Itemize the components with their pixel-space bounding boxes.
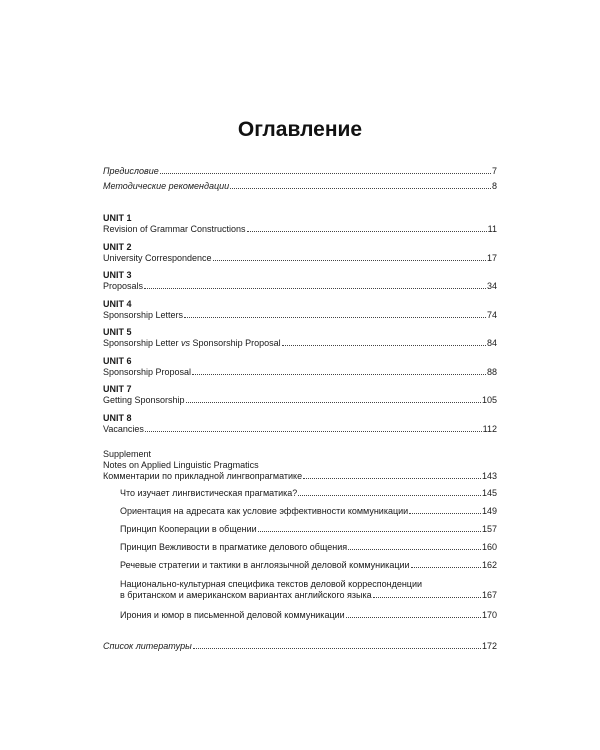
toc-entry-unit-4[interactable] bbox=[103, 310, 497, 321]
leader-dots bbox=[160, 172, 491, 174]
entry-page: 17 bbox=[486, 253, 497, 263]
entry-page: 167 bbox=[481, 590, 497, 600]
leader-dots bbox=[282, 344, 486, 346]
entry-title bbox=[103, 338, 281, 349]
entry-page: 84 bbox=[486, 338, 497, 348]
leader-dots bbox=[213, 259, 486, 261]
toc-subentry[interactable] bbox=[120, 506, 497, 517]
unit-heading: UNIT 6 bbox=[103, 356, 132, 366]
leader-dots bbox=[409, 512, 481, 514]
toc-subentry[interactable] bbox=[120, 560, 497, 571]
unit-heading: UNIT 3 bbox=[103, 270, 132, 280]
toc-subentry[interactable] bbox=[120, 610, 497, 621]
entry-page: 157 bbox=[481, 524, 497, 534]
entry-title: Sponsorship Letters bbox=[103, 310, 184, 320]
entry-title-line: Национально-культурная специфика текстов деловой корреспонденции bbox=[120, 579, 423, 589]
entry-title-row bbox=[120, 590, 497, 601]
entry-title: Предисловие bbox=[103, 166, 159, 176]
leader-dots bbox=[184, 316, 486, 318]
toc-entry-guidelines[interactable] bbox=[103, 181, 497, 192]
entry-title: Ирония и юмор в письменной деловой коммуникации bbox=[120, 610, 345, 620]
toc-subentry[interactable] bbox=[120, 542, 497, 553]
leader-dots bbox=[145, 430, 482, 432]
entry-page: 105 bbox=[481, 395, 497, 405]
entry-title: Методические рекомендации bbox=[103, 181, 230, 191]
entry-title: Getting Sponsorship bbox=[103, 395, 185, 405]
leader-dots bbox=[346, 616, 481, 618]
entry-title-part: Sponsorship Letter bbox=[103, 338, 182, 348]
toc-entry-unit-2[interactable] bbox=[103, 253, 497, 264]
entry-title: Комментарии по прикладной лингвопрагматике bbox=[103, 471, 303, 481]
toc-entry-unit-8[interactable] bbox=[103, 424, 497, 435]
toc-subentry[interactable] bbox=[120, 488, 497, 499]
entry-page: 8 bbox=[491, 181, 497, 191]
entry-title: Vacancies bbox=[103, 424, 144, 434]
entry-page: 172 bbox=[481, 641, 497, 651]
leader-dots bbox=[230, 187, 491, 189]
unit-heading: UNIT 2 bbox=[103, 242, 132, 252]
leader-dots bbox=[303, 477, 481, 479]
toc-subentry[interactable] bbox=[120, 524, 497, 535]
entry-title: Речевые стратегии и тактики в англоязычной деловой коммуникации bbox=[120, 560, 410, 570]
leader-dots bbox=[144, 287, 486, 289]
entry-page: 88 bbox=[486, 367, 497, 377]
leader-dots bbox=[186, 401, 481, 403]
entry-title: Sponsorship Proposal bbox=[103, 367, 192, 377]
entry-title: Принцип Вежливости в прагматике делового общения bbox=[120, 542, 348, 552]
entry-page: 74 bbox=[486, 310, 497, 320]
toc-subentry[interactable] bbox=[120, 579, 497, 601]
toc-entry-unit-6[interactable] bbox=[103, 367, 497, 378]
toc-entry-unit-1[interactable] bbox=[103, 224, 497, 235]
supplement-label: Supplement bbox=[103, 449, 152, 459]
unit-heading: UNIT 7 bbox=[103, 384, 132, 394]
entry-title: University Correspondence bbox=[103, 253, 212, 263]
entry-page: 170 bbox=[481, 610, 497, 620]
leader-dots bbox=[373, 596, 481, 598]
entry-title: Список литературы bbox=[103, 641, 192, 651]
leader-dots bbox=[247, 230, 487, 232]
toc-entry-unit-3[interactable] bbox=[103, 281, 497, 292]
toc-entry-references[interactable] bbox=[103, 641, 497, 652]
leader-dots bbox=[411, 566, 481, 568]
entry-page: 11 bbox=[487, 224, 497, 234]
leader-dots bbox=[298, 494, 481, 496]
leader-dots bbox=[348, 548, 481, 550]
entry-title: Proposals bbox=[103, 281, 144, 291]
table-of-contents bbox=[103, 0, 497, 750]
toc-entry-preface[interactable] bbox=[103, 166, 497, 177]
supplement-subtitle: Notes on Applied Linguistic Pragmatics bbox=[103, 460, 259, 470]
entry-page: 149 bbox=[481, 506, 497, 516]
entry-page: 34 bbox=[486, 281, 497, 291]
page-title: Оглавление bbox=[237, 118, 363, 141]
entry-page: 7 bbox=[491, 166, 497, 176]
entry-page: 112 bbox=[482, 424, 497, 434]
unit-heading: UNIT 5 bbox=[103, 327, 132, 337]
entry-title-line: в британском и американском вариантах английского языка bbox=[120, 590, 372, 600]
toc-entry-unit-5[interactable] bbox=[103, 338, 497, 349]
entry-title: Принцип Кооперации в общении bbox=[120, 524, 257, 534]
unit-heading: UNIT 1 bbox=[103, 213, 132, 223]
unit-heading: UNIT 8 bbox=[103, 413, 132, 423]
entry-title-part: Sponsorship Proposal bbox=[190, 338, 281, 348]
entry-page: 160 bbox=[481, 542, 497, 552]
entry-page: 162 bbox=[481, 560, 497, 570]
leader-dots bbox=[193, 647, 481, 649]
entry-title-vs: vs bbox=[181, 338, 191, 348]
leader-dots bbox=[192, 373, 486, 375]
leader-dots bbox=[258, 530, 481, 532]
toc-entry-supplement[interactable] bbox=[103, 471, 497, 482]
unit-heading: UNIT 4 bbox=[103, 299, 132, 309]
entry-title: Revision of Grammar Constructions bbox=[103, 224, 246, 234]
entry-page: 145 bbox=[481, 488, 497, 498]
entry-title: Что изучает лингвистическая прагматика? bbox=[120, 488, 298, 498]
toc-entry-unit-7[interactable] bbox=[103, 395, 497, 406]
entry-title: Ориентация на адресата как условие эффективности коммуникации bbox=[120, 506, 409, 516]
entry-page: 143 bbox=[481, 471, 497, 481]
